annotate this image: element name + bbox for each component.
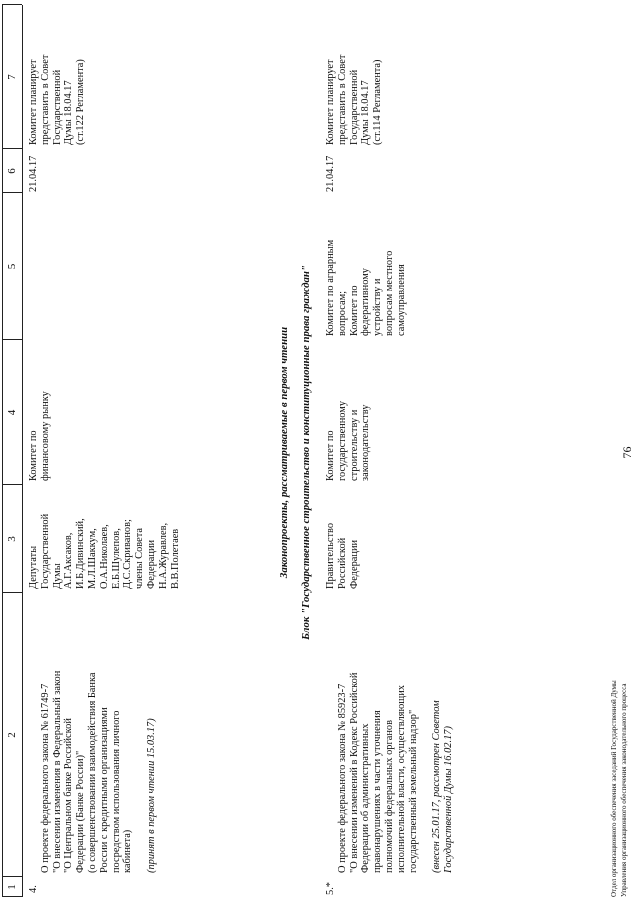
- bill-title: О проекте федерального закона № 61749-7 "О внесении изменения в Федеральный закон "О Центральном банке Российской Федерации (Банке России)" (о совершенствовании взаимодействия Банка России с кредитными организациями посредством использования личного кабинета): [39, 670, 134, 873]
- footer-department-line: Отдел организационного обеспечения заседаний Государственной Думы: [610, 680, 618, 897]
- note-cell: Комитет планирует представить в Совет Государственной Думы 18.04.17 (ст.122 Регламента): [28, 54, 87, 145]
- initiator-cell: Правительство Российской Федерации: [325, 522, 360, 589]
- column-number: 1: [6, 884, 18, 890]
- column-number: 6: [6, 168, 18, 174]
- section-title: Законопроекты, рассматриваемые в первом чтении: [278, 326, 290, 579]
- bill-status-note: (принят в первом чтении 15.03.17): [145, 718, 157, 873]
- column-number: 7: [6, 74, 18, 80]
- header-row-bottom-border: [22, 5, 23, 897]
- note-cell: Комитет планирует представить в Совет Государственной Думы 18.04.17 (ст.114 Регламента): [325, 54, 384, 145]
- column-number: 5: [6, 263, 18, 270]
- bill-title: О проекте федерального закона № 85923-7 "О внесении изменений в Кодекс Российской Федерации об административных правонарушениях в части уточнения полномочий федеральных органов исполнительной власти, осуществляющих государственный земельный надзор": [336, 672, 419, 873]
- row-number: 5.*: [325, 882, 336, 895]
- responsible-committee-cell: Комитет по государственному строительству и законодательству: [325, 400, 372, 481]
- column-number: 4: [6, 409, 18, 416]
- responsible-committee-cell: Комитет по финансовому рынку: [28, 391, 51, 481]
- initiator-cell: Депутаты Государственной Думы А.Г.Аксаков, И.Б.Дивинский, М.Л.Шаккум, О.А.Николаев, Е.Б.Шулепов, Д.С.Скриванов; члены Совета Федерации Н.А.Журавлев, В.В.Полетаев: [28, 513, 181, 589]
- bill-status-note: (внесен 25.01.17, рассмотрен Советом Государственной Думы 16.02.17): [431, 700, 454, 873]
- date-cell: 21.04.17: [28, 155, 39, 192]
- page-number: 76: [620, 446, 634, 459]
- column-number: 2: [6, 732, 18, 738]
- row-number: 4.: [28, 885, 39, 893]
- footer-division-line: Управления организационного обеспечения законодательного процесса: [620, 683, 628, 897]
- bill-description: [28, 593, 170, 873]
- column-number: 3: [6, 536, 18, 542]
- co-committees-cell: Комитет по аграрным вопросам; Комитет по федеративному устройству и вопросам местного самоуправления: [325, 239, 407, 336]
- block-title: Блок "Государственное строительство и конституционные права граждан": [300, 265, 312, 640]
- table-top-border: [2, 5, 3, 897]
- bill-description: [325, 591, 467, 873]
- date-cell: 21.04.17: [325, 155, 336, 192]
